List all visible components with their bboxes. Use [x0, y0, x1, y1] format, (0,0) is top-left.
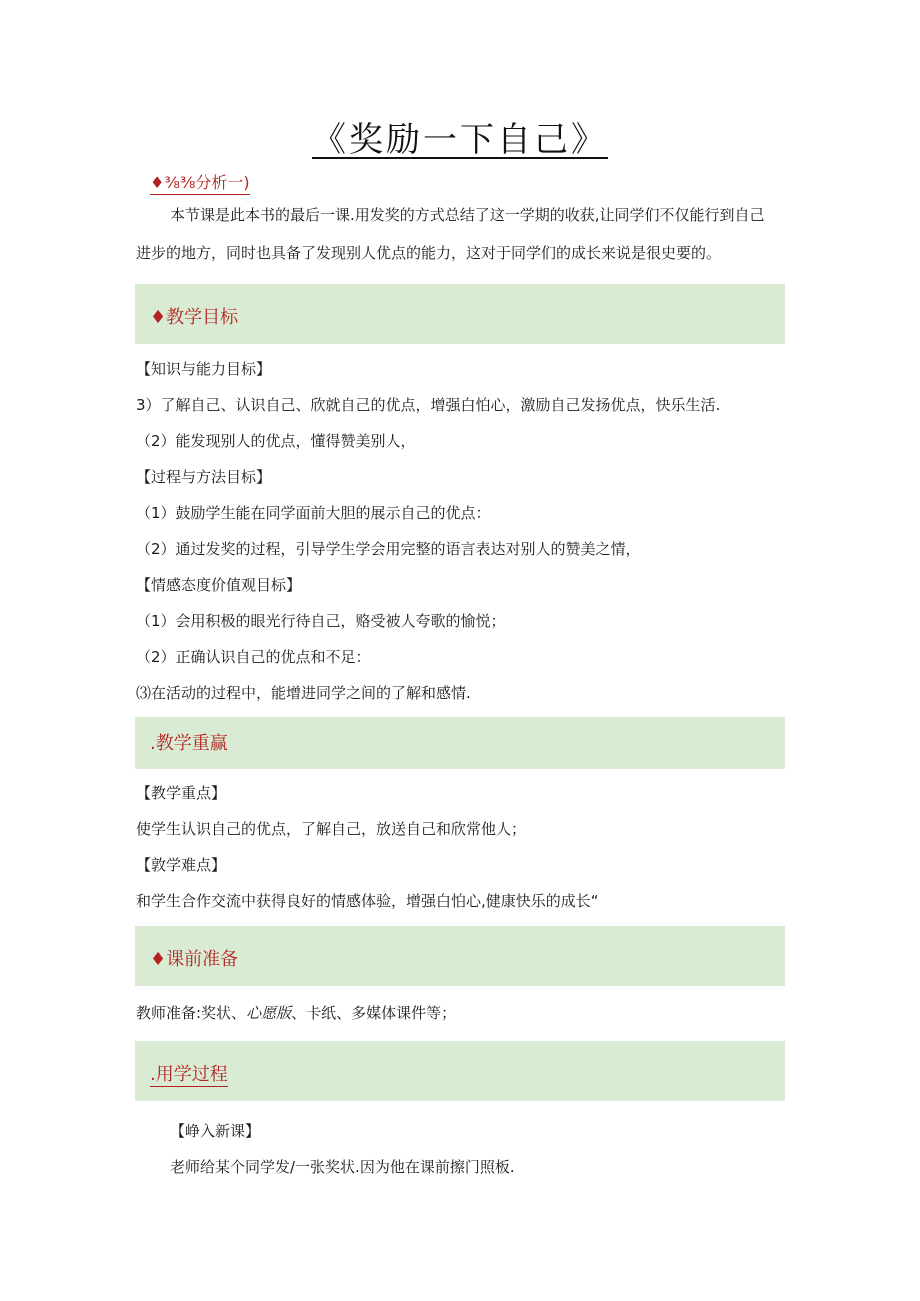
process-item-1: （1）鼓励学生能在同学面前大胆的展示自己的优点： [136, 504, 491, 522]
preparation-text-prefix: 教师准备:奖状、 [136, 1004, 247, 1022]
page-title [0, 112, 920, 161]
focus-text: 使学生认识自己的优点，了解自己，放送自己和欣常他人； [136, 820, 527, 838]
process-item-2: （2）通过发奖的过程，引导学生学会用完整的语言表达对别人的赞美之情， [136, 540, 641, 558]
difficulty-label: 【敦学难点】 [136, 856, 227, 874]
emotion-item-2: （2）正确认识自己的优点和不足： [136, 648, 371, 666]
process-heading-text: .用学过程 [150, 1064, 228, 1085]
preparation-heading: ♦课前准备 [150, 949, 239, 970]
preparation-text-italic: 心愿版 [246, 1004, 292, 1022]
knowledge-item-2: （2）能发现别人的优点，懂得赞美别人， [136, 432, 416, 450]
preparation-text [136, 1002, 456, 1023]
key-points-heading: .教学重赢 [150, 733, 228, 754]
analysis-paragraph-line2: 进步的地方，同时也具备了发现别人优点的能力，这对于同学们的成长来说是很史要的。 [136, 244, 722, 262]
emotion-item-3: ⑶在活动的过程中，能增进同学之间的了解和感情. [136, 684, 471, 702]
process-band [135, 1041, 785, 1101]
objectives-heading: ♦教学目标 [150, 307, 239, 328]
analysis-heading: ♦⅜⅜分析一) [150, 170, 250, 195]
page-title-text: 《奖励一下自己》 [312, 120, 608, 160]
intro-text: 老师给某个同学发/一张奖状.因为他在课前擦门照板. [170, 1158, 515, 1176]
knowledge-item-1: 3）了解自己、认识自己、欣就自己的优点，增强白怕心，激励自己发扬优点，快乐生活. [136, 396, 721, 414]
knowledge-label: 【知识与能力目标】 [136, 360, 272, 378]
preparation-text-suffix: 、卡纸、多媒体课件等； [291, 1004, 457, 1022]
key-points-band [135, 717, 785, 769]
emotion-label: 【情感态度价值观目标】 [136, 576, 302, 594]
focus-label: 【教学重点】 [136, 784, 227, 802]
emotion-item-1: （1）会用积极的眼光行待自己，赂受被人夸歌的愉悦； [136, 612, 506, 630]
difficulty-text: 和学生合作交流中获得良好的情感体验，增强白怕心,健康快乐的成长“ [136, 892, 599, 910]
process-label: 【过程与方法目标】 [136, 468, 272, 486]
process-heading [150, 1060, 228, 1086]
analysis-paragraph-line1: 本节课是此本书的最后一课.用发奖的方式总结了这一学期的收获,让同学们不仅能行到自己 [170, 206, 765, 224]
intro-label: 【峥入新课】 [170, 1122, 261, 1140]
